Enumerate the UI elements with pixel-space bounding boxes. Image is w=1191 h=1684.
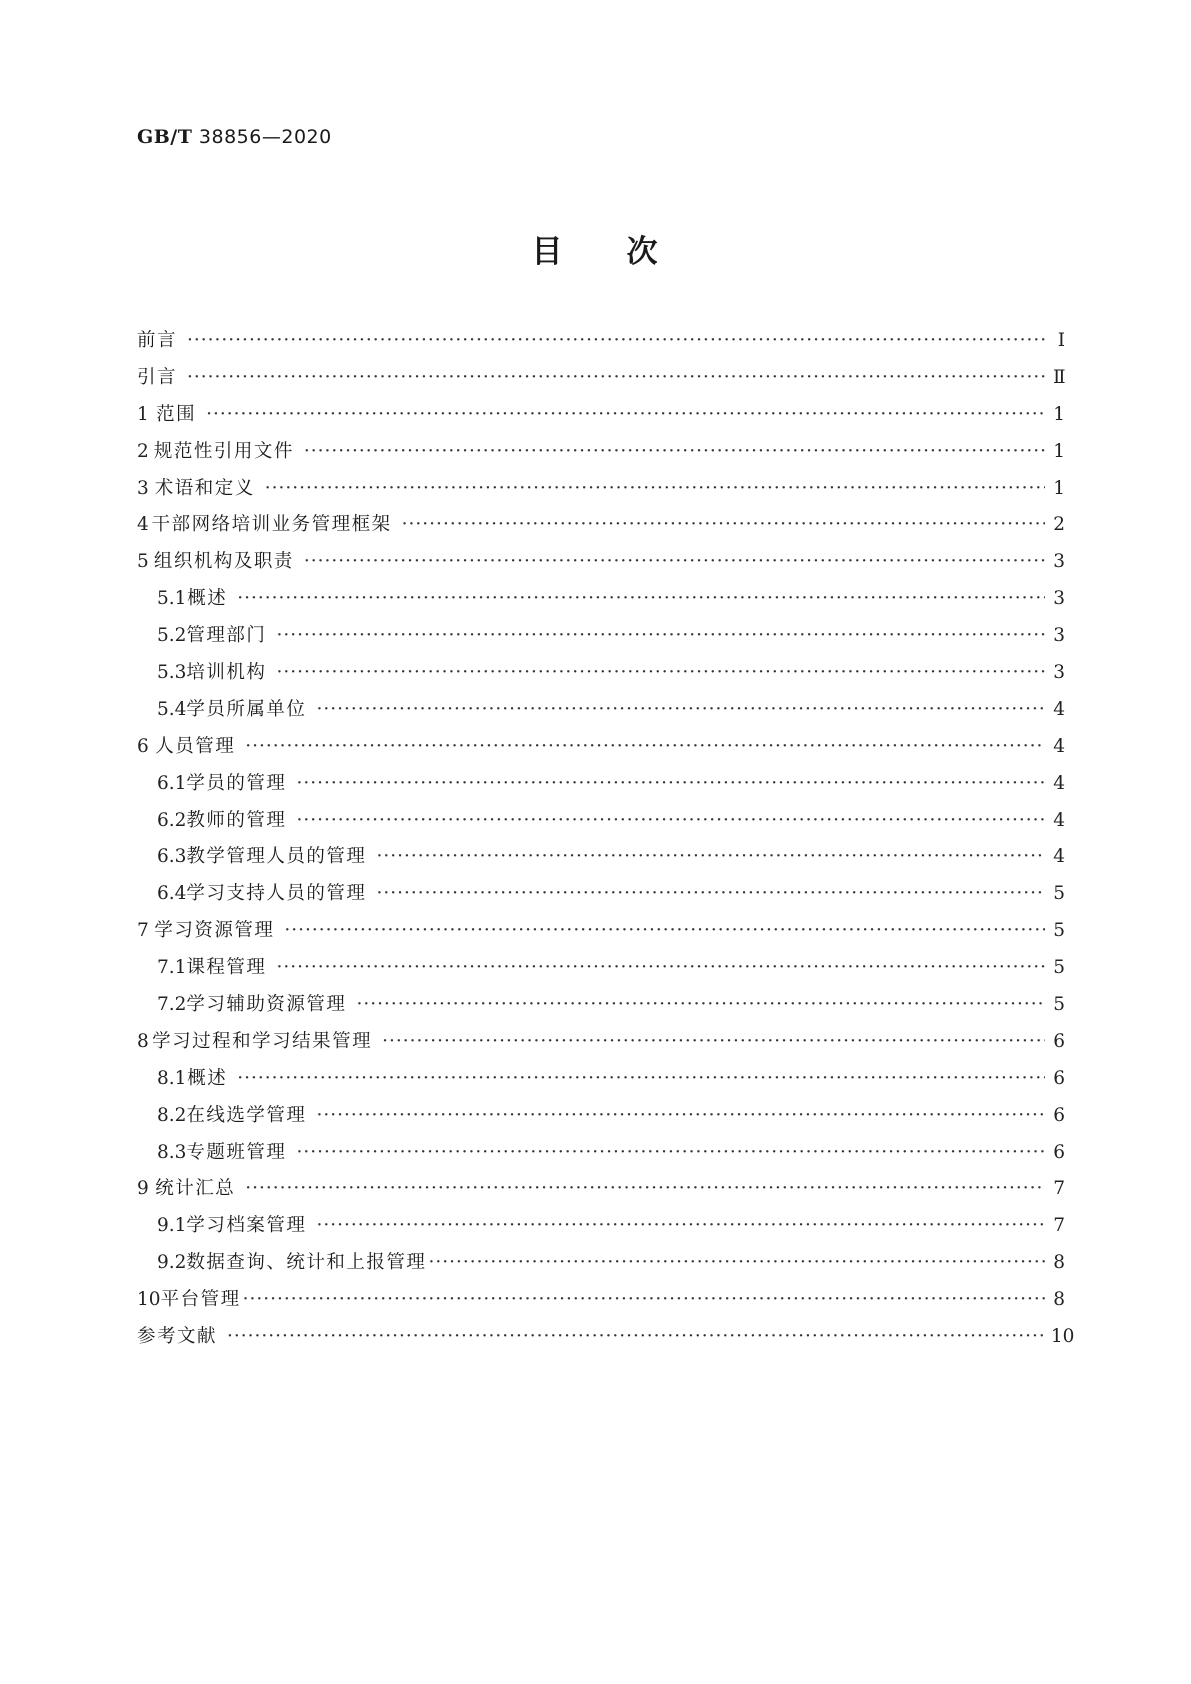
toc-entry-5-4[interactable] (137, 695, 1065, 732)
toc-page-number: 3 (1053, 662, 1065, 684)
toc-entry-4[interactable] (137, 510, 1065, 547)
toc-entry-number: 5.1 (157, 588, 187, 610)
toc-entry-number: 3 (137, 477, 149, 499)
toc-entry-6-3[interactable] (137, 842, 1065, 879)
toc-page-number: 5 (1053, 994, 1065, 1016)
toc-dot-leader (237, 1068, 1045, 1089)
toc-entry-2[interactable] (137, 437, 1065, 474)
toc-dot-leader (316, 1105, 1045, 1126)
toc-dot-leader (245, 736, 1045, 757)
toc-entry-10[interactable] (137, 1285, 1065, 1322)
toc-entry-label: 学习资源管理 (154, 920, 275, 942)
toc-entry-number: 7 (137, 920, 149, 942)
toc-entry-5-3[interactable] (137, 658, 1065, 695)
toc-dot-leader (296, 810, 1045, 831)
toc-entry-8[interactable] (137, 1027, 1065, 1064)
toc-entry-7-1[interactable] (137, 953, 1065, 990)
toc-entry-label: 人员管理 (155, 735, 236, 757)
toc-entry-number: 4 (137, 514, 149, 536)
toc-dot-leader (276, 625, 1045, 646)
toc-dot-leader (296, 1142, 1045, 1163)
toc-entry-label: 组织机构及职责 (153, 551, 294, 573)
toc-entry-number: 9.1 (157, 1215, 187, 1237)
toc-entry-number: 6.3 (157, 846, 187, 868)
toc-page-number: 4 (1053, 735, 1065, 757)
toc-entry-number: 6.2 (157, 809, 187, 831)
toc-entry-number: 2 (137, 440, 149, 462)
toc-entry-label: 平台管理 (160, 1289, 241, 1311)
toc-page-number: Ⅰ (1057, 330, 1065, 351)
toc-dot-leader (187, 330, 1045, 351)
toc-dot-leader (304, 551, 1045, 572)
toc-page-number: 2 (1053, 514, 1065, 536)
standard-code-header (137, 126, 332, 148)
toc-entry-6[interactable] (137, 732, 1065, 769)
toc-entry-bibliography[interactable] (137, 1322, 1075, 1359)
toc-page-number: 8 (1053, 1252, 1065, 1274)
toc-page-number: 10 (1050, 1326, 1075, 1348)
toc-dot-leader (376, 883, 1045, 904)
toc-dot-leader (376, 846, 1045, 867)
toc-page-number: 6 (1053, 1067, 1065, 1089)
toc-entry-7[interactable] (137, 916, 1065, 953)
toc-dot-leader (284, 920, 1045, 941)
toc-page-number: 7 (1053, 1178, 1065, 1200)
toc-title-part2: 次 (626, 234, 660, 270)
toc-entry-label: 培训机构 (186, 662, 267, 684)
toc-dot-leader (206, 404, 1045, 425)
toc-dot-leader (316, 1215, 1045, 1236)
toc-dot-leader (402, 514, 1045, 535)
toc-entry-label: 专题班管理 (186, 1141, 287, 1163)
toc-dot-leader (356, 994, 1045, 1015)
toc-page-number: 1 (1053, 440, 1065, 462)
toc-entry-8-1[interactable] (137, 1064, 1065, 1101)
toc-entry-label: 学员的管理 (186, 772, 287, 794)
toc-entry-8-3[interactable] (137, 1138, 1065, 1175)
toc-entry-label: 概述 (187, 1067, 228, 1089)
toc-entry-label: 数据查询、统计和上报管理 (186, 1252, 427, 1274)
toc-entry-label: 概述 (187, 588, 228, 610)
toc-page-number: 1 (1053, 403, 1065, 425)
toc-dot-leader (187, 367, 1045, 388)
toc-entry-5-1[interactable] (137, 584, 1065, 621)
toc-dot-leader (237, 588, 1045, 609)
toc-entry-5[interactable] (137, 547, 1065, 584)
toc-entry-7-2[interactable] (137, 990, 1065, 1027)
toc-dot-leader (428, 1252, 1045, 1273)
toc-page-number: 4 (1053, 698, 1065, 720)
toc-page-number: 3 (1053, 588, 1065, 610)
toc-entry-3[interactable] (137, 474, 1065, 511)
toc-entry-label: 学习过程和学习结果管理 (152, 1030, 373, 1052)
standard-code-number: 38856—2020 (192, 126, 332, 148)
toc-entry-9-2[interactable] (137, 1248, 1065, 1285)
toc-page-number: 3 (1053, 625, 1065, 647)
toc-entry-6-2[interactable] (137, 806, 1065, 843)
toc-entry-label: 教师的管理 (186, 809, 287, 831)
toc-entry-label: 在线选学管理 (186, 1104, 307, 1126)
toc-entry-number: 6.4 (157, 883, 187, 905)
toc-title-part1: 目 (531, 234, 565, 270)
toc-entry-6-1[interactable] (137, 769, 1065, 806)
toc-page-number: 4 (1053, 772, 1065, 794)
toc-page-number: 6 (1053, 1030, 1065, 1052)
toc-page-number: 4 (1053, 846, 1065, 868)
toc-entry-number: 6 (137, 735, 149, 757)
toc-entry-number: 8 (137, 1030, 149, 1052)
toc-dot-leader (245, 1178, 1045, 1199)
toc-entry-1[interactable] (137, 400, 1065, 437)
toc-entry-number: 8.3 (157, 1141, 187, 1163)
toc-page-number: 1 (1053, 477, 1065, 499)
toc-page-number: 4 (1053, 809, 1065, 831)
toc-entry-preface[interactable] (137, 326, 1065, 363)
toc-entry-number: 8.1 (157, 1067, 187, 1089)
toc-entry-label: 课程管理 (186, 957, 267, 979)
toc-page-number: 3 (1053, 551, 1065, 573)
toc-entry-number: 5.4 (157, 698, 187, 720)
toc-entry-8-2[interactable] (137, 1101, 1065, 1138)
toc-dot-leader (304, 441, 1045, 462)
toc-entry-label: 范围 (156, 403, 197, 425)
toc-dot-leader (276, 957, 1045, 978)
toc-entry-number: 1 (137, 403, 149, 425)
toc-entry-label: 学习档案管理 (186, 1215, 307, 1237)
toc-entry-label: 参考文献 (137, 1326, 218, 1348)
toc-entry-number: 6.1 (157, 772, 187, 794)
toc-entry-number: 5 (137, 551, 149, 573)
toc-page-number: 5 (1053, 957, 1065, 979)
toc-dot-leader (382, 1031, 1045, 1052)
toc-entry-label: 规范性引用文件 (153, 440, 294, 462)
toc-entry-label: 干部网络培训业务管理框架 (151, 514, 392, 536)
toc-dot-leader (243, 1289, 1045, 1310)
toc-page-number: 7 (1053, 1215, 1065, 1237)
toc-entry-label: 学员所属单位 (186, 698, 307, 720)
toc-entry-number: 9.2 (157, 1252, 187, 1274)
toc-entry-label: 学习支持人员的管理 (186, 883, 367, 905)
toc-entry-6-4[interactable] (137, 879, 1065, 916)
toc-entry-number: 8.2 (157, 1104, 187, 1126)
toc-page-number: 8 (1053, 1289, 1065, 1311)
standard-code-prefix: GB/T (137, 126, 193, 148)
toc-entry-number: 7.1 (157, 957, 187, 979)
toc-entry-number: 5.2 (157, 625, 187, 647)
toc-dot-leader (276, 662, 1045, 683)
toc-entry-label: 管理部门 (186, 625, 267, 647)
toc-entry-label: 教学管理人员的管理 (186, 846, 367, 868)
toc-entry-9-1[interactable] (137, 1211, 1065, 1248)
toc-page-number: 5 (1053, 920, 1065, 942)
toc-entry-number: 5.3 (157, 662, 187, 684)
toc-entry-9[interactable] (137, 1174, 1065, 1211)
toc-entry-number: 10 (137, 1289, 161, 1311)
toc-dot-leader (227, 1326, 1043, 1347)
toc-entry-label: 学习辅助资源管理 (186, 994, 347, 1016)
toc-page-number: 5 (1053, 883, 1065, 905)
toc-dot-leader (316, 699, 1045, 720)
toc-entry-label: 统计汇总 (155, 1178, 236, 1200)
toc-entry-label: 术语和定义 (154, 477, 255, 499)
toc-entry-5-2[interactable] (137, 621, 1065, 658)
toc-entry-number: 9 (137, 1178, 149, 1200)
toc-entry-label: 前言 (137, 330, 178, 351)
toc-page-number: 6 (1053, 1141, 1065, 1163)
toc-entry-number: 7.2 (157, 994, 187, 1016)
toc-entry-label: 引言 (137, 366, 178, 388)
toc-page-number: 6 (1053, 1104, 1065, 1126)
toc-dot-leader (296, 773, 1045, 794)
toc-dot-leader (265, 478, 1045, 499)
table-of-contents (137, 326, 1075, 1359)
toc-title (0, 226, 1191, 271)
toc-page-number: Ⅱ (1053, 366, 1066, 388)
toc-entry-introduction[interactable] (137, 363, 1065, 400)
